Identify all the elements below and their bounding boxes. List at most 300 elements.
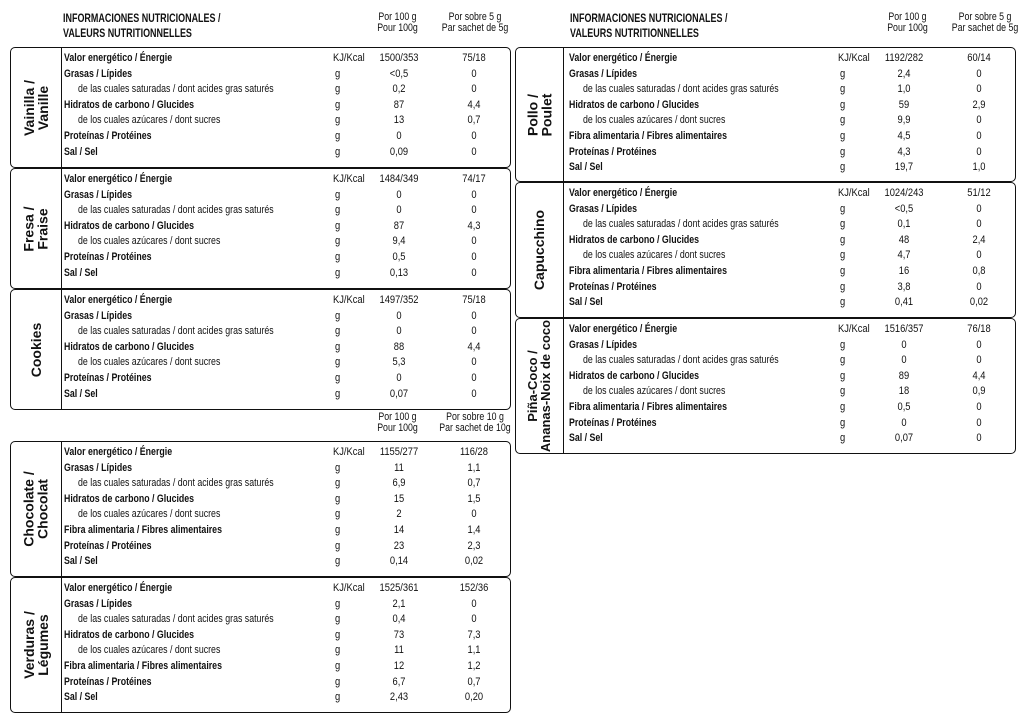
nutrient-label: Proteínas / Protéines [64, 539, 152, 552]
nutrient-label: Grasas / Lípides [64, 67, 132, 80]
product-name-es: Capucchino [531, 209, 548, 291]
unit: g [335, 555, 341, 568]
value-per-100g: 0,07 [389, 387, 409, 400]
value-per-sachet: 0 [471, 597, 477, 610]
value-per-100g: 59 [898, 98, 910, 111]
value-per-sachet: 0 [471, 387, 477, 400]
nutrient-label: Grasas / Lípides [569, 338, 637, 351]
value-per-100g: 4,3 [897, 145, 911, 158]
nutrient-label: Fibra alimentaria / Fibres alimentaires [569, 265, 727, 277]
value-per-sachet: 0 [471, 83, 477, 96]
nutrient-label: Fibra alimentaria / Fibres alimentaires [64, 524, 222, 536]
nutrition-row-fat [11, 461, 510, 477]
value-per-sachet: 1,1 [467, 461, 481, 474]
unit: g [335, 628, 341, 641]
value-per-sachet: 0 [976, 432, 982, 445]
value-per-100g: 1500/353 [379, 52, 419, 64]
product-name-fr: Légumes [35, 614, 52, 676]
value-per-100g: 0 [396, 372, 402, 384]
value-per-100g: 2,43 [389, 691, 409, 704]
value-per-sachet: 60/14 [967, 52, 991, 64]
value-per-100g: 73 [393, 628, 405, 641]
nutrient-label: Proteínas / Protéines [64, 251, 152, 263]
value-per-sachet: 0 [471, 508, 477, 521]
value-per-100g: <0,5 [389, 67, 409, 80]
value-per-sachet: 0,7 [467, 114, 481, 127]
nutrition-row-carbs [11, 219, 510, 235]
unit: g [335, 644, 341, 657]
value-per-sachet: 1,5 [467, 492, 481, 505]
nutrient-label: Sal / Sel [64, 555, 98, 568]
nutrient-label: Valor energético / Énergie [569, 323, 678, 335]
value-per-sachet: 51/12 [967, 187, 991, 199]
value-per-sachet: 0 [471, 145, 477, 158]
value-per-100g: 1497/352 [379, 294, 419, 306]
panel-verduras [10, 577, 511, 713]
value-per-100g: 2,4 [897, 67, 911, 80]
nutrition-row-protein [11, 539, 510, 555]
unit: g [335, 130, 341, 142]
value-per-100g: 1192/282 [884, 52, 924, 64]
nutrition-row-carbs [516, 233, 1015, 249]
value-per-100g: 15 [393, 492, 405, 505]
left-col-sachet [439, 12, 511, 34]
value-per-sachet: 0 [976, 130, 982, 142]
nutrient-label: Sal / Sel [569, 432, 603, 445]
nutrient-label: Sal / Sel [569, 161, 603, 174]
nutrient-label: de las cuales saturadas / dont acides gras saturés [78, 613, 274, 626]
panel-vainilla [10, 47, 511, 168]
unit: g [840, 202, 846, 215]
value-per-100g: 0 [396, 204, 402, 217]
nutrient-label: Valor energético / Énergie [569, 52, 678, 64]
unit: KJ/Kcal [333, 582, 365, 594]
value-per-100g: 0 [901, 416, 907, 429]
panel-chocolate [10, 441, 511, 577]
nutrition-row-energy [516, 51, 1015, 67]
value-per-100g: 1,0 [897, 83, 911, 96]
value-per-100g: 0,14 [389, 555, 409, 568]
value-per-sachet: 1,2 [467, 660, 481, 672]
nutrient-label: de las cuales saturadas / dont acides gras saturés [583, 83, 779, 96]
product-name-es: Piña-Coco / [525, 350, 541, 422]
value-per-100g: 89 [898, 369, 910, 382]
value-per-100g: 0,41 [894, 296, 914, 309]
value-per-sachet: 0 [471, 235, 477, 248]
unit: g [335, 219, 341, 232]
nutrition-row-salt [11, 266, 510, 282]
unit: g [335, 67, 341, 80]
nutrient-label: de las cuales saturadas / dont acides gras saturés [78, 477, 274, 490]
value-per-sachet: 0 [976, 416, 982, 429]
nutrition-row-salt [516, 431, 1015, 447]
value-per-sachet: 0 [976, 202, 982, 215]
nutrient-label: Proteínas / Protéines [569, 145, 657, 158]
nutrient-label: Valor energético / Énergie [64, 582, 173, 594]
product-name-fr: Ananas-Noix de coco [538, 319, 554, 453]
sachet-fr: Par sachet de 5g [441, 22, 509, 34]
value-per-100g: 14 [393, 524, 405, 536]
unit: g [840, 130, 846, 142]
per100-fr: Pour 100g [377, 22, 418, 34]
nutrient-label: Sal / Sel [64, 266, 98, 279]
product-name-es: Chocolate / [21, 471, 37, 547]
nutrition-row-sat [11, 324, 510, 340]
unit: g [840, 369, 846, 382]
value-per-sachet: 4,4 [972, 369, 986, 382]
nutrient-label: Hidratos de carbono / Glucides [64, 98, 195, 111]
value-per-100g: 1024/243 [884, 187, 924, 199]
nutrition-row-protein [516, 280, 1015, 296]
value-per-sachet: 1,4 [467, 524, 481, 536]
value-per-sachet: 0 [471, 188, 477, 201]
nutrition-row-protein [11, 371, 510, 387]
nutrient-label: Fibra alimentaria / Fibres alimentaires [569, 130, 727, 142]
value-per-sachet: 0 [976, 145, 982, 158]
product-name-fr: Fraise [34, 207, 51, 250]
value-per-sachet: 4,4 [467, 98, 481, 111]
value-per-100g: 23 [393, 539, 405, 552]
unit: g [840, 265, 846, 277]
nutrient-label: Valor energético / Énergie [64, 52, 173, 64]
nutrition-row-sugars [11, 355, 510, 371]
value-per-100g: 9,4 [392, 235, 406, 248]
unit: g [840, 338, 846, 351]
nutrient-label: de las cuales saturadas / dont acides gras saturés [583, 354, 779, 367]
unit: g [840, 67, 846, 80]
nutrient-label: de los cuales azúcares / dont sucres [583, 249, 726, 262]
nutrition-row-salt [11, 554, 510, 570]
value-per-100g: 6,9 [392, 477, 406, 490]
value-per-sachet: 0 [471, 309, 477, 322]
nutrient-label: de los cuales azúcares / dont sucres [78, 235, 221, 248]
value-per-sachet: 2,4 [972, 233, 986, 246]
nutrition-row-sugars [11, 113, 510, 129]
value-per-100g: <0,5 [894, 202, 914, 215]
value-per-100g: 6,7 [392, 675, 406, 688]
per100-es: Por 100 g [378, 411, 417, 423]
panel-cookies [10, 289, 511, 410]
nutrition-row-protein [11, 250, 510, 266]
value-per-sachet: 2,9 [972, 98, 986, 111]
value-per-100g: 1516/357 [884, 323, 924, 335]
unit: g [335, 477, 341, 490]
value-per-100g: 4,5 [897, 130, 911, 142]
value-per-100g: 2 [396, 508, 402, 521]
value-per-sachet: 0 [471, 204, 477, 217]
nutrition-row-energy [11, 293, 510, 309]
nutrient-label: Proteínas / Protéines [569, 280, 657, 293]
value-per-100g: 0 [396, 188, 402, 201]
nutrition-row-protein [516, 145, 1015, 161]
sachet10-fr: Par sachet de 10g [439, 422, 511, 434]
unit: g [335, 309, 341, 322]
value-per-100g: 5,3 [392, 356, 406, 369]
nutrient-label: de los cuales azúcares / dont sucres [78, 356, 221, 369]
nutrition-row-carbs [516, 369, 1015, 385]
nutrition-row-fibre [516, 264, 1015, 280]
nutrient-label: Grasas / Lípides [569, 202, 637, 215]
unit: g [840, 114, 846, 127]
value-per-100g: 48 [898, 233, 910, 246]
value-per-100g: 87 [393, 219, 405, 232]
unit: g [840, 161, 846, 174]
nutrient-label: Fibra alimentaria / Fibres alimentaires [569, 401, 727, 413]
value-per-sachet: 0,7 [467, 675, 481, 688]
value-per-sachet: 152/36 [459, 582, 489, 594]
unit: g [335, 675, 341, 688]
value-per-100g: 0,5 [392, 251, 406, 263]
unit: g [840, 385, 846, 398]
nutrient-label: Grasas / Lípides [64, 461, 132, 474]
nutrient-label: Sal / Sel [64, 145, 98, 158]
nutrient-label: de los cuales azúcares / dont sucres [583, 385, 726, 398]
value-per-100g: 12 [393, 660, 405, 672]
nutrition-row-carbs [11, 340, 510, 356]
value-per-sachet: 116/28 [460, 446, 488, 458]
value-per-sachet: 0 [976, 114, 982, 127]
value-per-sachet: 0,8 [972, 265, 986, 277]
value-per-sachet: 1,0 [972, 161, 986, 174]
value-per-sachet: 0 [976, 83, 982, 96]
value-per-sachet: 0 [976, 67, 982, 80]
panel-pina-coco [515, 318, 1016, 454]
nutrient-label: de las cuales saturadas / dont acides gras saturés [78, 83, 274, 96]
nutrition-row-sat [11, 82, 510, 98]
unit: g [840, 401, 846, 413]
nutrient-label: Sal / Sel [569, 296, 603, 309]
unit: g [335, 387, 341, 400]
unit: g [335, 660, 341, 672]
value-per-100g: 0,2 [392, 83, 406, 96]
nutrition-row-energy [516, 322, 1015, 338]
nutrition-row-sugars [516, 248, 1015, 264]
value-per-sachet: 0 [471, 130, 477, 142]
unit: KJ/Kcal [838, 187, 870, 199]
value-per-100g: 2,1 [392, 597, 406, 610]
value-per-100g: 87 [393, 98, 405, 111]
per100-fr: Pour 100g [377, 422, 418, 434]
unit: g [335, 372, 341, 384]
value-per-sachet: 4,4 [467, 340, 481, 353]
nutrition-row-salt [516, 160, 1015, 176]
nutrient-label: Grasas / Lípides [64, 597, 132, 610]
nutrition-row-fibre [516, 400, 1015, 416]
nutrition-row-sugars [516, 384, 1015, 400]
nutrient-label: Proteínas / Protéines [64, 372, 152, 384]
per100-es: Por 100 g [888, 11, 927, 23]
product-name-es: Verduras / [21, 611, 38, 679]
nutrient-label: de los cuales azúcares / dont sucres [78, 114, 221, 127]
sachet-fr: Par sachet de 5g [951, 22, 1019, 34]
nutrition-row-carbs [516, 98, 1015, 114]
nutrition-row-fat [11, 67, 510, 83]
value-per-100g: 9,9 [897, 114, 911, 127]
value-per-100g: 0,09 [389, 145, 409, 158]
nutrition-row-sat [516, 353, 1015, 369]
nutrition-row-fat [516, 338, 1015, 354]
value-per-100g: 19,7 [894, 161, 914, 174]
value-per-sachet: 0,9 [972, 385, 986, 398]
product-name-es: Fresa / [20, 205, 37, 252]
nutrient-label: Valor energético / Énergie [64, 294, 173, 306]
product-name-es: Pollo / [524, 93, 541, 136]
nutrient-label: Grasas / Lípides [569, 67, 637, 80]
unit: g [335, 98, 341, 111]
value-per-100g: 0 [901, 338, 907, 351]
nutrient-label: Hidratos de carbono / Glucides [569, 369, 700, 382]
value-per-sachet: 0 [471, 266, 477, 279]
value-per-100g: 0 [901, 354, 907, 367]
value-per-sachet: 0 [976, 280, 982, 293]
unit: KJ/Kcal [838, 323, 870, 335]
nutrition-row-fibre [11, 523, 510, 539]
value-per-sachet: 1,1 [467, 644, 481, 657]
value-per-100g: 1484/349 [379, 173, 419, 185]
value-per-100g: 1525/361 [379, 582, 419, 594]
value-per-sachet: 0 [976, 401, 982, 413]
value-per-100g: 0,1 [897, 218, 911, 231]
product-name-fr: Vanille [35, 85, 51, 130]
unit: g [335, 83, 341, 96]
unit: g [840, 432, 846, 445]
nutrient-label: Valor energético / Énergie [64, 446, 173, 458]
unit: g [840, 296, 846, 309]
unit: g [840, 233, 846, 246]
unit: g [335, 597, 341, 610]
nutrition-row-sat [516, 82, 1015, 98]
product-name-fr: Chocolat [35, 479, 51, 539]
nutrient-label: Hidratos de carbono / Glucides [569, 233, 700, 246]
nutrition-row-sugars [11, 643, 510, 659]
unit: g [335, 613, 341, 626]
right-col-sachet [949, 12, 1021, 34]
unit: g [840, 83, 846, 96]
nutrition-row-fat [11, 597, 510, 613]
unit: KJ/Kcal [838, 52, 870, 64]
nutrition-row-fat [516, 202, 1015, 218]
nutrient-label: Hidratos de carbono / Glucides [64, 340, 195, 353]
unit: g [335, 266, 341, 279]
unit: g [335, 356, 341, 369]
value-per-sachet: 0 [471, 613, 477, 626]
product-name-es: Vainilla / [21, 79, 37, 136]
value-per-sachet: 0 [976, 249, 982, 262]
nutrient-label: Sal / Sel [64, 387, 98, 400]
left-title-es: INFORMACIONES NUTRICIONALES / [63, 13, 221, 25]
value-per-sachet: 7,3 [467, 628, 481, 641]
sachet-es: Por sobre 5 g [448, 11, 502, 23]
unit: g [840, 354, 846, 367]
nutrient-label: de los cuales azúcares / dont sucres [583, 114, 726, 127]
nutrition-row-salt [11, 387, 510, 403]
value-per-100g: 3,8 [897, 280, 911, 293]
unit: g [335, 691, 341, 704]
nutrition-row-sat [11, 476, 510, 492]
value-per-sachet: 4,3 [467, 219, 481, 232]
value-per-sachet: 0,02 [969, 296, 989, 309]
nutrient-label: Sal / Sel [64, 691, 98, 704]
unit: g [840, 98, 846, 111]
mid-col-sachet [437, 412, 514, 434]
nutrient-label: Proteínas / Protéines [64, 130, 152, 142]
nutrient-label: Hidratos de carbono / Glucides [64, 628, 195, 641]
unit: g [335, 251, 341, 263]
unit: g [335, 114, 341, 127]
value-per-100g: 13 [393, 114, 405, 127]
value-per-100g: 0 [396, 309, 402, 322]
unit: KJ/Kcal [333, 294, 365, 306]
value-per-sachet: 0 [976, 354, 982, 367]
nutrition-row-fibre [516, 129, 1015, 145]
nutrition-row-energy [11, 581, 510, 597]
value-per-sachet: 0 [471, 251, 477, 263]
value-per-sachet: 0 [976, 338, 982, 351]
per100-es: Por 100 g [378, 11, 417, 23]
unit: g [840, 416, 846, 429]
unit: g [335, 325, 341, 338]
unit: g [335, 145, 341, 158]
value-per-100g: 0 [396, 130, 402, 142]
nutrition-row-protein [11, 129, 510, 145]
unit: g [840, 280, 846, 293]
nutrient-label: Grasas / Lípides [64, 309, 132, 322]
nutrient-label: Valor energético / Énergie [569, 187, 678, 199]
nutrient-label: Proteínas / Protéines [64, 675, 152, 688]
value-per-sachet: 0,02 [464, 555, 484, 568]
value-per-100g: 16 [898, 265, 910, 277]
nutrient-label: Fibra alimentaria / Fibres alimentaires [64, 660, 222, 672]
nutrition-row-carbs [11, 628, 510, 644]
unit: g [335, 340, 341, 353]
value-per-100g: 0,4 [392, 613, 406, 626]
product-name-fr: Poulet [538, 93, 555, 136]
sachet-es: Por sobre 5 g [958, 11, 1012, 23]
nutrient-label: de las cuales saturadas / dont acides gras saturés [78, 204, 274, 217]
value-per-100g: 4,7 [897, 249, 911, 262]
unit: g [335, 188, 341, 201]
unit: g [335, 235, 341, 248]
nutrition-row-protein [516, 416, 1015, 432]
unit: g [840, 249, 846, 262]
nutrition-row-energy [11, 445, 510, 461]
value-per-sachet: 0 [471, 67, 477, 80]
unit: g [335, 492, 341, 505]
panel-capucchino [515, 182, 1016, 318]
right-col-per100 [878, 12, 938, 34]
unit: g [335, 524, 341, 536]
nutrient-label: de las cuales saturadas / dont acides gras saturés [583, 218, 779, 231]
nutrition-row-sugars [11, 507, 510, 523]
nutrition-row-sat [516, 217, 1015, 233]
mid-col-per100 [368, 412, 428, 434]
nutrition-row-fat [516, 67, 1015, 83]
nutrition-row-fat [11, 309, 510, 325]
value-per-sachet: 75/18 [462, 52, 486, 64]
unit: g [840, 145, 846, 158]
nutrition-row-salt [11, 145, 510, 161]
value-per-100g: 11 [394, 644, 404, 657]
left-col-per100 [368, 12, 428, 34]
value-per-sachet: 74/17 [462, 173, 486, 185]
nutrition-row-salt [11, 690, 510, 706]
value-per-100g: 18 [898, 385, 910, 398]
value-per-100g: 0 [396, 325, 402, 338]
nutrient-label: Proteínas / Protéines [569, 416, 657, 429]
nutrient-label: de los cuales azúcares / dont sucres [78, 508, 221, 521]
product-name-es: Cookies [28, 322, 44, 377]
value-per-100g: 11 [394, 461, 404, 474]
